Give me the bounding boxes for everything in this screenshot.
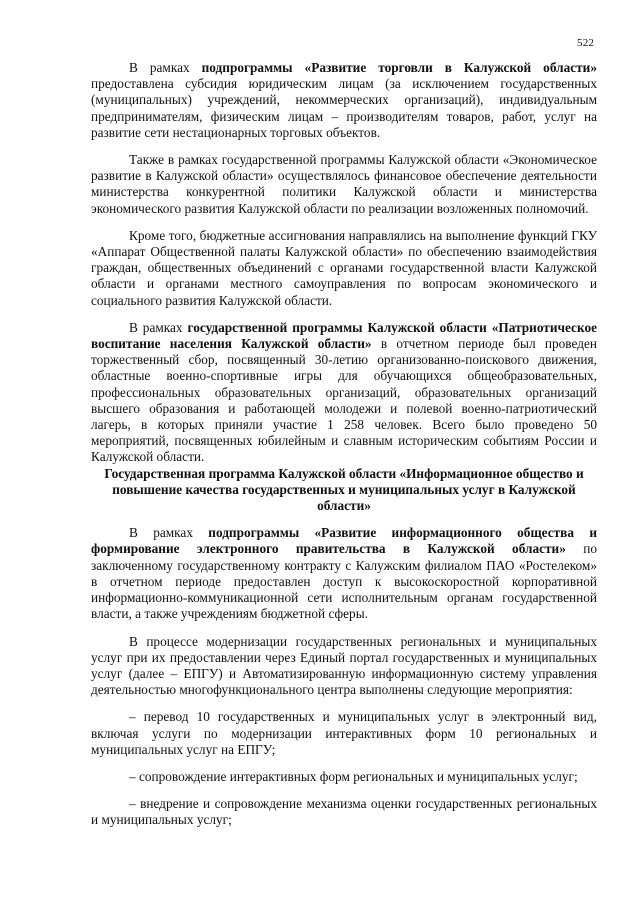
subprogram-name: подпрограммы «Развитие торговли в Калужской области» [201,60,597,75]
page-number: 522 [577,37,595,49]
paragraph-economic-development: Также в рамках государственной программы Калужской области «Экономическое развитие в Калужской области» осуществлялось финансовое обеспечение деятельности министерства конкурентной политики Калужской области и министерства экономического развития Калужской области по реализации возложенных полномочий. [91,152,597,216]
program-name: государственной программы Калужской области «Патриотическое воспитание населения Калужской области» [91,319,597,352]
paragraph-text: В рамках [129,525,209,541]
paragraph-trade-subprogram [91,60,597,141]
paragraph-information-society [91,525,597,622]
paragraph-text: по заключенному государственному контракту с Калужским филиалом ПАО «Ростелеком» в отчетном периоде предоставлен доступ к высокоскоростной корпоративной информационно-коммуникационной сети исполнительным органам государственной власти, а также учреждениям бюджетной сферы. [91,541,597,622]
paragraph-patriotic-education [91,320,597,466]
list-item: – внедрение и сопровождение механизма оценки государственных региональных и муниципальных услуг; [91,796,597,828]
list-item: – сопровождение интерактивных форм региональных и муниципальных услуг; [129,768,578,784]
paragraph-text: В рамках [129,319,188,335]
paragraph-text: предоставлена субсидия юридическим лицам (за исключением государственных (муниципальных) учреждений, некоммерческих организаций), индивидуальным предпринимателям, физическим лицам – производителям товаров, работ, услуг на развитие сети нестационарных торговых объектов. [91,76,597,140]
paragraph-services-modernization: В процессе модернизации государственных региональных и муниципальных услуг при их предоставлении через Единый портал государственных и муниципальных услуг (далее – ЕПГУ) и Автоматизированную информационную систему управления деятельностью многофункционального центра выполнены следующие мероприятия: [91,633,597,698]
paragraph-text: В рамках [129,60,202,75]
document-body [91,60,597,829]
paragraph-public-chamber: Кроме того, бюджетные ассигнования направлялись на выполнение функций ГКУ «Аппарат Общественной палаты Калужской области» по обеспечению взаимодействия граждан, общественных объединений с органами государственной власти Калужской области и органами местного самоуправления по вопросам экономического и социального развития Калужской области. [91,227,597,308]
section-heading: Государственная программа Калужской области «Информационное общество и повышение качества государственных и муниципальных услуг в Калужской области» [104,465,584,514]
subprogram-name: подпрограммы «Развитие информационного общества и формирование электронного правительства в Калужской области» [91,525,597,557]
list-item: – перевод 10 государственных и муниципальных услуг в электронный вид, включая услуги по модернизации интерактивных форм 10 региональных и муниципальных услуг на ЕПГУ; [91,709,597,757]
paragraph-text: в отчетном периоде был проведен торжественный сбор, посвященный 30-летию организованно-поискового движения, областные военно-спортивные игры для обучающихся общеобразовательных, профессиональных образовательных организаций, образовательных организаций высшего образования и работающей молодежи и полевой военно-патриотический лагерь, в которых приняли участие 1 258 человек. Всего было проведено 50 мероприятий, посвященных юбилейным и славным историческим событиям России и Калужской области. [91,336,597,465]
